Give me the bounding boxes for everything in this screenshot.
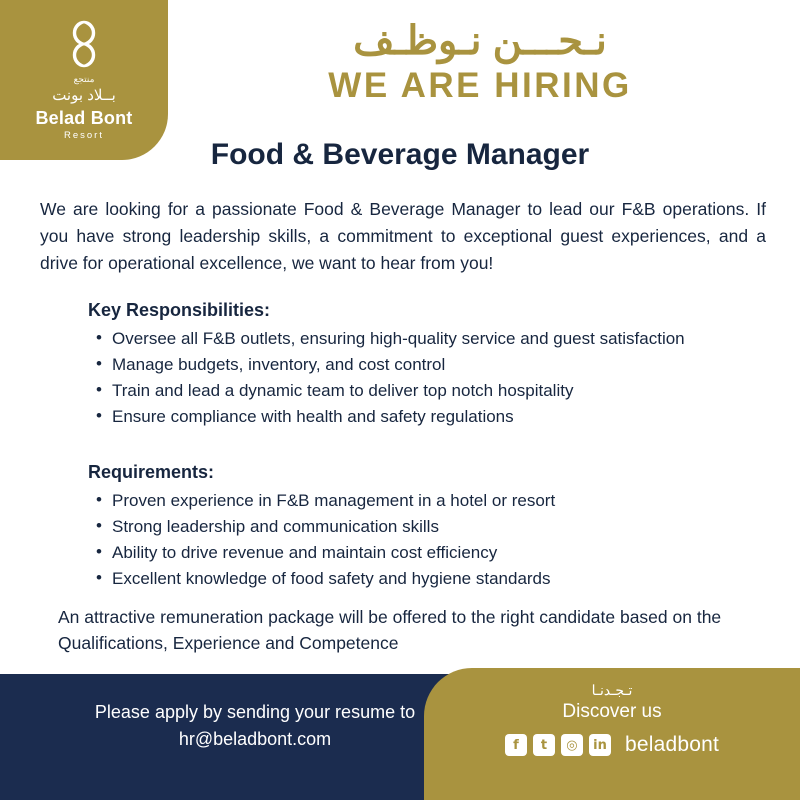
list-item: • Excellent knowledge of food safety and hygiene standards <box>110 567 760 591</box>
requirements-list <box>88 489 760 592</box>
brand-subtitle: Resort <box>64 130 104 141</box>
brand-arabic-main: بــلاد بونت <box>52 87 116 104</box>
list-item: • Manage budgets, inventory, and cost control <box>110 353 760 377</box>
brand-logo-block <box>0 0 168 160</box>
facebook-icon[interactable]: f <box>505 734 527 756</box>
brand-name: Belad Bont <box>35 108 133 128</box>
discover-label: Discover us <box>562 701 662 722</box>
closing-note: An attractive remuneration package will be offered to the right candidate based on the Qualifications, Experience and Competence <box>58 607 722 654</box>
list-item: • Ensure compliance with health and safety regulations <box>110 405 760 429</box>
discover-block <box>424 668 800 800</box>
twitter-icon[interactable]: t <box>533 734 555 756</box>
linkedin-icon[interactable]: in <box>589 734 611 756</box>
apply-email[interactable]: hr@beladbont.com <box>178 729 332 749</box>
brand-arabic-small: منتجع <box>73 74 95 84</box>
we-are-hiring-title: WE ARE HIRING <box>328 66 632 105</box>
instagram-icon[interactable]: ◎ <box>561 734 583 756</box>
discover-arabic-label: تـجـدنـا <box>591 682 633 698</box>
section-heading: Requirements: <box>88 462 215 482</box>
responsibilities-list <box>88 327 760 430</box>
key-responsibilities-section <box>88 300 760 432</box>
list-item: • Strong leadership and communication skills <box>110 515 760 539</box>
list-item: • Proven experience in F&B management in a hotel or resort <box>110 489 760 513</box>
list-item: • Train and lead a dynamic team to deliver top notch hospitality <box>110 379 760 403</box>
apply-instruction: Please apply by sending your resume to <box>94 702 416 722</box>
poster-header <box>180 18 780 106</box>
knot-monogram-icon <box>54 16 114 72</box>
arabic-hiring-title: نـحـــن نـوظـف <box>353 19 607 63</box>
social-handle: beladbont <box>624 733 720 756</box>
section-heading: Key Responsibilities: <box>88 300 271 320</box>
intro-paragraph: We are looking for a passionate Food & Beverage Manager to lead our F&B operations. If you have strong leadership skills, a commitment to exceptional guest experiences, and a drive for operational excellence, we want to hear from you! <box>40 199 766 274</box>
social-links-row <box>424 733 800 757</box>
list-item: • Ability to drive revenue and maintain cost efficiency <box>110 541 760 565</box>
requirements-section <box>88 462 760 594</box>
list-item: • Oversee all F&B outlets, ensuring high-quality service and guest satisfaction <box>110 327 760 351</box>
job-title: Food & Beverage Manager <box>210 138 590 171</box>
